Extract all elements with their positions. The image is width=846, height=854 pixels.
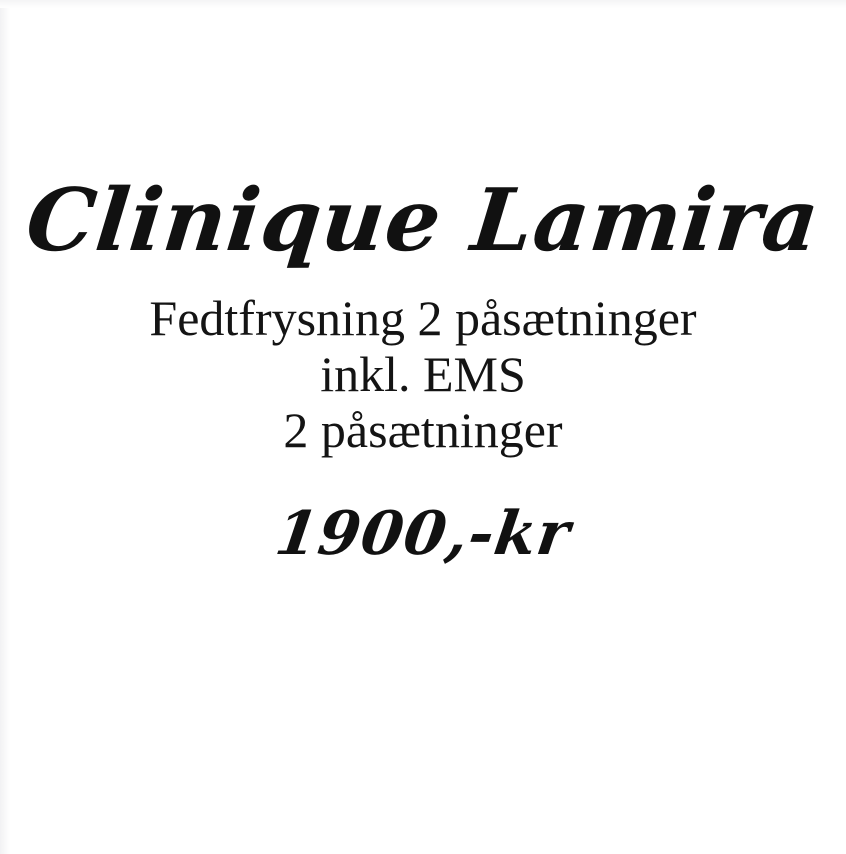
service-line-3: 2 påsætninger <box>283 402 563 459</box>
service-line-2: inkl. EMS <box>320 346 526 403</box>
service-description <box>149 290 696 458</box>
service-line-1: Fedtfrysning 2 påsætninger <box>149 290 697 347</box>
brand-title: Clinique Lamira <box>21 170 825 271</box>
price-label: 1900,-kr <box>271 499 575 570</box>
